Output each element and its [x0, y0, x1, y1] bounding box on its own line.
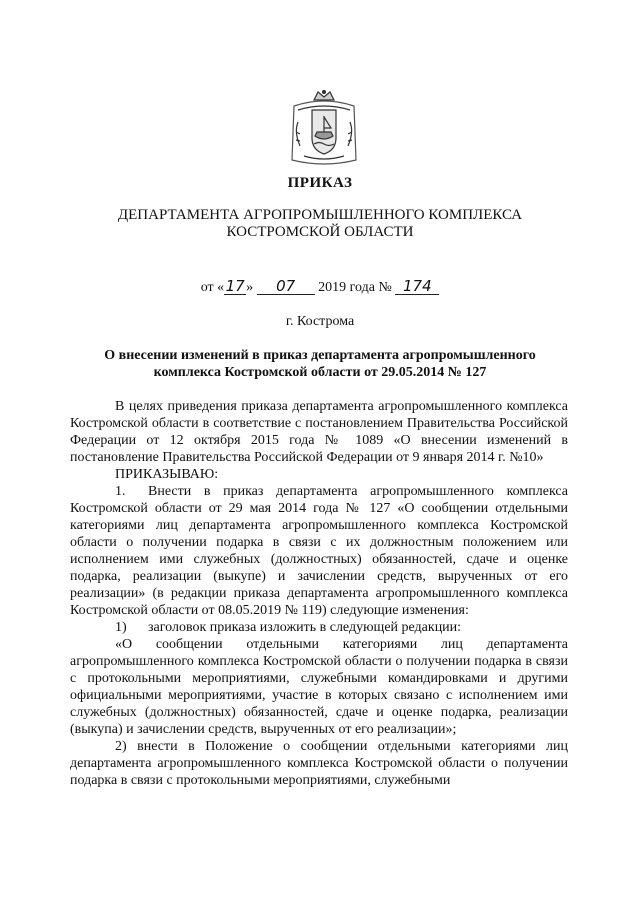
preamble-paragraph: В целях приведения приказа департамента агропромышленного комплекса Костромской области в соответствие с постановлением Правительства Российской Федерации от 12 октября 2015 года № 1089 «О внесении изменений в постановление Правительства Российской Федерации от 9 января 2014 г. №10»	[70, 399, 568, 465]
order-word: ПРИКАЗЫВАЮ:	[115, 467, 219, 482]
quoted-title-paragraph: «О сообщении отдельными категориями лиц департамента агропромышленного комплекса Костромской области о получении подарка в связи с протокольными мероприятиями, служебными командировками и другими официальными мероприятиями, участие в которых связано с исполнением ими служебных (должностных) обязанностей, сдаче и оценке подарка, реализации (выкупа) и зачислении средств, вырученных от его реализации»;	[70, 637, 568, 737]
item-1-label: 1.	[115, 484, 126, 499]
item-1-text: Внести в приказ департамента агропромышленного комплекса Костромской области от 29 мая 2014 года № 127 «О сообщении отдельными категориями лиц департамента агропромышленного комплекса Костромской области о получении подарка в связи с их должностным положением или исполнением ими служебных (должностных) обязанностей, сдаче и оценке подарка, реализации (выкупе) и зачислении средств, вырученных от его реализации» (в редакции приказа департамента агропромышленного комплекса Костромской области от 08.05.2019 № 119) следующие изменения:	[70, 484, 568, 618]
subitem-1-text: заголовок приказа изложить в следующей редакции:	[148, 620, 462, 635]
date-prefix: от «	[200, 280, 225, 295]
subject-line-1: О внесении изменений в приказ департамента агропромышленного	[104, 348, 536, 363]
department-line-1: ДЕПАРТАМЕНТА АГРОПРОМЫШЛЕННОГО КОМПЛЕКСА	[117, 207, 523, 223]
order-number: 174	[395, 278, 439, 295]
date-year: 2019 года №	[318, 280, 392, 295]
document-title: ПРИКАЗ	[287, 175, 353, 191]
date-quote-close: »	[246, 280, 254, 295]
order-subject	[0, 347, 640, 381]
subitem-2-paragraph: 2) внести в Положение о сообщении отдельными категориями лиц департамента агропромышленного комплекса Костромской области о получении подарка в связи с протокольными мероприятиями, служебными	[70, 739, 568, 788]
date-day: 17	[225, 277, 245, 295]
date-month: 07	[257, 278, 315, 295]
department-name	[0, 207, 640, 241]
subitem-1-paragraph	[70, 619, 568, 636]
subitem-1-label: 1)	[115, 620, 127, 635]
coat-of-arms-emblem	[284, 88, 364, 168]
item-1-paragraph	[70, 483, 568, 619]
department-line-2: КОСТРОМСКОЙ ОБЛАСТИ	[226, 224, 414, 240]
document-body	[70, 398, 568, 789]
city: г. Кострома	[285, 314, 355, 329]
subject-line-2: комплекса Костромской области от 29.05.2014 № 127	[153, 365, 487, 380]
date-number-line	[0, 278, 640, 296]
